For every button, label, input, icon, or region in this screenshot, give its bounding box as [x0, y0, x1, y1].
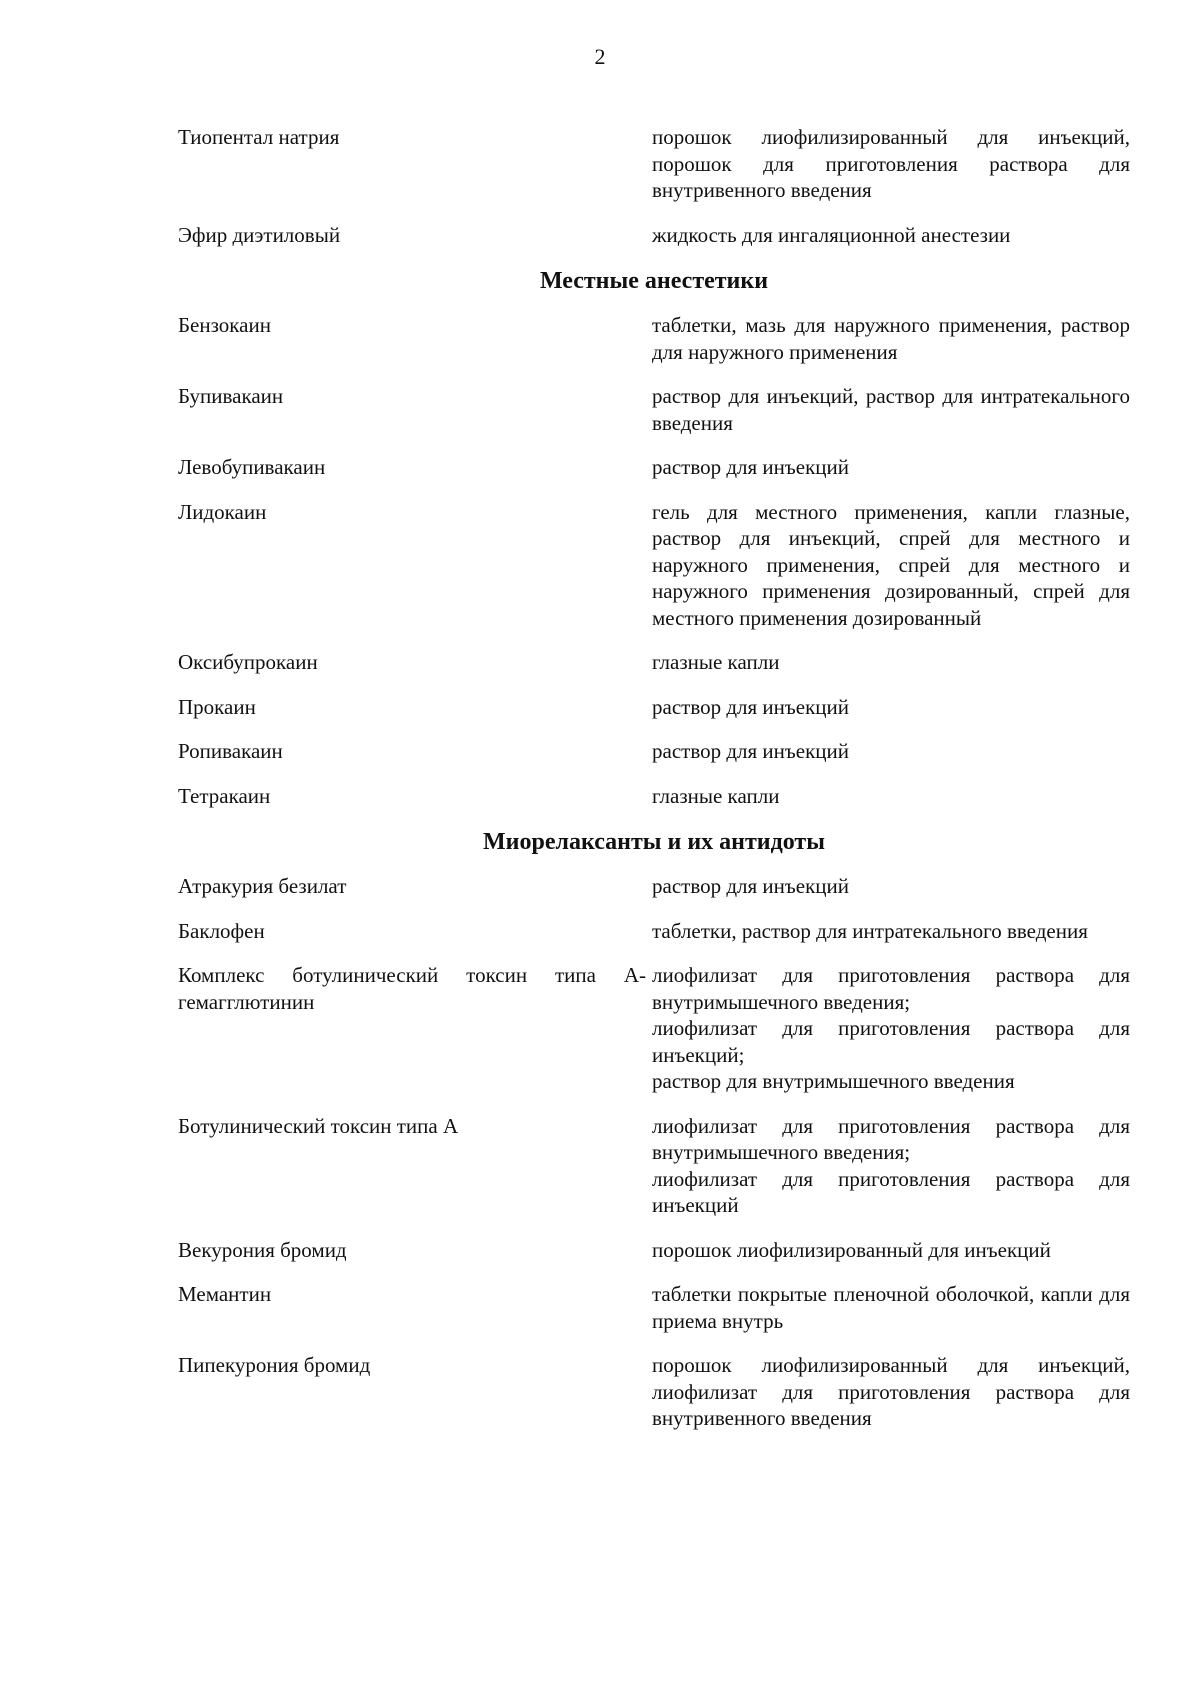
dosage-forms — [652, 1113, 1130, 1219]
dosage-form: раствор для инъекций, раствор для интратекального введения — [652, 384, 1130, 435]
drug-name: Левобупивакаин — [178, 455, 326, 479]
dosage-form: раствор для инъекций — [652, 694, 849, 719]
dosage-forms — [652, 1281, 1130, 1334]
dosage-form: лиофилизат для приготовления раствора для инъекций — [652, 1166, 1130, 1217]
dosage-form: таблетки покрытые пленочной оболочкой, капли для приема внутрь — [652, 1282, 1130, 1333]
dosage-form: раствор для инъекций — [652, 455, 849, 479]
dosage-forms — [652, 918, 1130, 945]
drug-name: Баклофен — [178, 918, 265, 943]
drug-list — [178, 124, 1130, 1450]
drug-name: Мемантин — [178, 1282, 272, 1306]
drug-name: Бупивакаин — [178, 384, 284, 408]
dosage-form: глазные капли — [652, 783, 780, 808]
drug-name: Тетракаин — [178, 783, 271, 808]
dosage-form: таблетки, раствор для интратекального введения — [652, 918, 1088, 943]
drug-row — [178, 312, 1130, 365]
drug-name: Эфир диэтиловый — [178, 222, 341, 247]
dosage-form: раствор для инъекций — [652, 874, 849, 898]
dosage-forms — [652, 694, 1130, 721]
drug-row — [178, 1352, 1130, 1432]
dosage-forms — [652, 1352, 1130, 1432]
dosage-form: лиофилизат для приготовления раствора для внутримышечного введения; — [652, 1113, 1130, 1164]
dosage-forms — [652, 1237, 1130, 1264]
drug-row — [178, 499, 1130, 632]
dosage-form: лиофилизат для приготовления раствора для внутримышечного введения; — [652, 963, 1130, 1014]
drug-row — [178, 222, 1130, 249]
drug-row — [178, 124, 1130, 204]
dosage-forms — [652, 383, 1130, 436]
drug-row — [178, 918, 1130, 945]
drug-name: Векурония бромид — [178, 1237, 347, 1262]
dosage-form: порошок лиофилизированный для инъекций — [652, 1237, 1051, 1262]
drug-row — [178, 383, 1130, 436]
drug-name: Бензокаин — [178, 313, 271, 337]
dosage-forms — [652, 312, 1130, 365]
dosage-forms — [652, 124, 1130, 204]
drug-name: Ботулинический токсин типа А — [178, 1113, 459, 1138]
drug-name: Ропивакаин — [178, 739, 283, 763]
drug-row — [178, 1281, 1130, 1334]
drug-name: Атракурия безилат — [178, 874, 347, 898]
drug-row — [178, 649, 1130, 676]
drug-name: Пипекурония бромид — [178, 1353, 371, 1377]
dosage-form: жидкость для ингаляционной анестезии — [652, 222, 1011, 247]
drug-name: Прокаин — [178, 694, 256, 719]
dosage-forms — [652, 222, 1130, 249]
dosage-form: раствор для инъекций — [652, 739, 849, 763]
dosage-forms — [652, 499, 1130, 632]
drug-row — [178, 694, 1130, 721]
drug-row — [178, 783, 1130, 810]
dosage-forms — [652, 873, 1130, 900]
drug-name: Оксибупрокаин — [178, 650, 318, 674]
dosage-form: таблетки, мазь для наружного применения, раствор для наружного применения — [652, 313, 1130, 364]
drug-row — [178, 962, 1130, 1095]
dosage-form: гель для местного применения, капли глазные, раствор для инъекций, спрей для местного и наружного применения, спрей для местного и наружного применения дозированный, спрей для местного применения дозированный — [652, 499, 1130, 630]
dosage-form: порошок лиофилизированный для инъекций, порошок для приготовления раствора для внутривенного введения — [652, 125, 1130, 202]
section-heading: Местные анестетики — [539, 268, 769, 294]
dosage-forms — [652, 738, 1130, 765]
dosage-forms — [652, 962, 1130, 1095]
drug-row — [178, 1113, 1130, 1219]
drug-row — [178, 454, 1130, 481]
drug-row — [178, 873, 1130, 900]
dosage-forms — [652, 454, 1130, 481]
dosage-forms — [652, 649, 1130, 676]
section-heading: Миорелаксанты и их антидоты — [483, 829, 825, 855]
dosage-form: порошок лиофилизированный для инъекций, лиофилизат для приготовления раствора для внутривенного введения — [652, 1353, 1130, 1430]
dosage-form: раствор для внутримышечного введения — [652, 1069, 1015, 1093]
drug-row — [178, 738, 1130, 765]
dosage-form: лиофилизат для приготовления раствора для инъекций; — [652, 1016, 1130, 1067]
drug-row — [178, 1237, 1130, 1264]
page-number: 2 — [594, 44, 606, 69]
drug-name: Тиопентал натрия — [178, 125, 340, 149]
dosage-forms — [652, 783, 1130, 810]
dosage-form: глазные капли — [652, 650, 780, 674]
drug-name: Комплекс ботулинический токсин типа А-гемагглютинин — [178, 963, 646, 1014]
drug-name: Лидокаин — [178, 499, 267, 524]
